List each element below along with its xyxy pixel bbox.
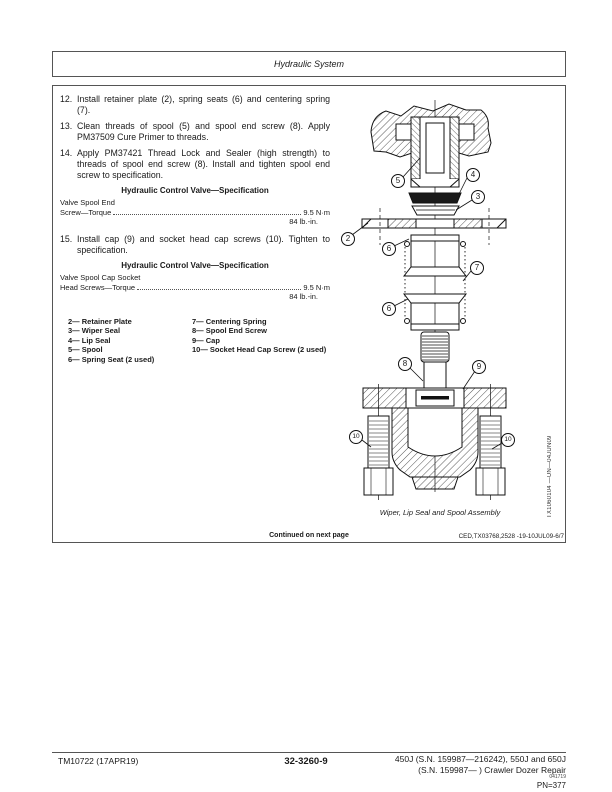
spec-torque-row	[60, 208, 330, 218]
legend-item: 2— Retainer Plate	[68, 316, 132, 326]
dot-leader	[113, 214, 301, 215]
callout-centering-spring: 7	[470, 261, 484, 275]
model-line-1: 450J (S.N. 159987—216242), 550J and 650J	[394, 754, 566, 764]
legend-item: 8— Spool End Screw	[192, 326, 268, 336]
legend-column-1	[68, 317, 192, 364]
spec-label: Screw—Torque	[60, 207, 112, 217]
step-text: Install retainer plate (2), spring seats (6) and centering spring (7).	[77, 94, 330, 115]
spec-value-nm: 9.5 N·m	[303, 282, 330, 292]
spec-value-lbin: 84 lb.-in.	[289, 217, 318, 227]
callout-cap-screw-right: 10	[501, 433, 515, 447]
legend-item: 5— Spool	[68, 345, 103, 355]
callout-lip-seal: 4	[466, 168, 480, 182]
figure-caption: Wiper, Lip Seal and Spool Assembly	[379, 508, 501, 517]
spec-heading: Hydraulic Control Valve—Specification	[121, 261, 269, 271]
step-text: Apply PM37421 Thread Lock and Sealer (high strength) to threads of spool end screw (8). Install and tighten spool end screw to specification.	[77, 148, 330, 180]
step-text: Install cap (9) and socket head cap screws (10). Tighten to specification.	[77, 233, 330, 255]
page-number: 32-3260-9	[284, 756, 328, 767]
spec-value-nm: 9.5 N·m	[303, 207, 330, 217]
running-header	[52, 51, 566, 77]
spec-item: Valve Spool Cap Socket	[60, 273, 141, 283]
legend-item: 6— Spring Seat (2 used)	[68, 354, 155, 364]
callout-cap: 9	[472, 360, 486, 374]
step-number: 13.	[60, 121, 73, 132]
step-12	[60, 94, 330, 115]
document-code: CED,TX03768,2528 -19-10JUL09-6/7	[458, 533, 564, 540]
figure-id-label: TX1060104 —UN—04JUN09	[547, 435, 553, 518]
instructions-column	[60, 94, 330, 364]
legend-item: 3— Wiper Seal	[68, 326, 121, 336]
spec-item: Valve Spool End	[60, 198, 115, 208]
legend-item: 9— Cap	[192, 335, 220, 345]
model-line-2: (S.N. 159987— ) Crawler Dozer Repair	[418, 764, 566, 775]
step-number: 15.	[60, 233, 73, 244]
callout-cap-screw-left: 10	[349, 430, 363, 444]
continued-note: Continued on next page	[269, 532, 349, 539]
dot-leader	[137, 289, 301, 290]
spec-heading: Hydraulic Control Valve—Specification	[121, 186, 269, 196]
spec-label: Head Screws—Torque	[60, 282, 136, 292]
callout-spring-seat-bottom: 6	[382, 302, 396, 316]
legend-column-2	[192, 317, 330, 364]
pn-number: PN=377	[536, 781, 566, 790]
step-number: 14.	[60, 148, 73, 159]
legend-item: 10— Socket Head Cap Screw (2 used)	[192, 345, 327, 355]
section-title: Hydraulic System	[273, 59, 345, 69]
callout-spool-end-screw: 8	[398, 357, 412, 371]
legend-item: 7— Centering Spring	[192, 316, 267, 326]
print-code: 041719	[549, 774, 566, 780]
spec-value-lbin: 84 lb.-in.	[289, 292, 318, 302]
callout-wiper-seal: 3	[471, 190, 485, 204]
manual-number: TM10722 (17APR19)	[58, 756, 139, 766]
spec-torque-row	[60, 283, 330, 293]
spec-valve-spool-end	[60, 186, 330, 227]
step-text: Clean threads of spool (5) and spool end screw (8). Apply PM37509 Cure Primer to threads.	[77, 121, 330, 142]
callout-retainer-plate: 2	[341, 232, 355, 246]
callout-spool: 5	[391, 174, 405, 188]
step-13	[60, 121, 330, 142]
footer-divider	[52, 752, 566, 753]
step-14	[60, 148, 330, 180]
spec-valve-spool-cap	[60, 261, 330, 302]
model-info	[395, 754, 566, 792]
step-number: 12.	[60, 94, 73, 104]
legend-item: 4— Lip Seal	[68, 335, 111, 345]
parts-legend	[60, 317, 330, 364]
step-15	[60, 234, 330, 255]
callout-spring-seat-top: 6	[382, 242, 396, 256]
